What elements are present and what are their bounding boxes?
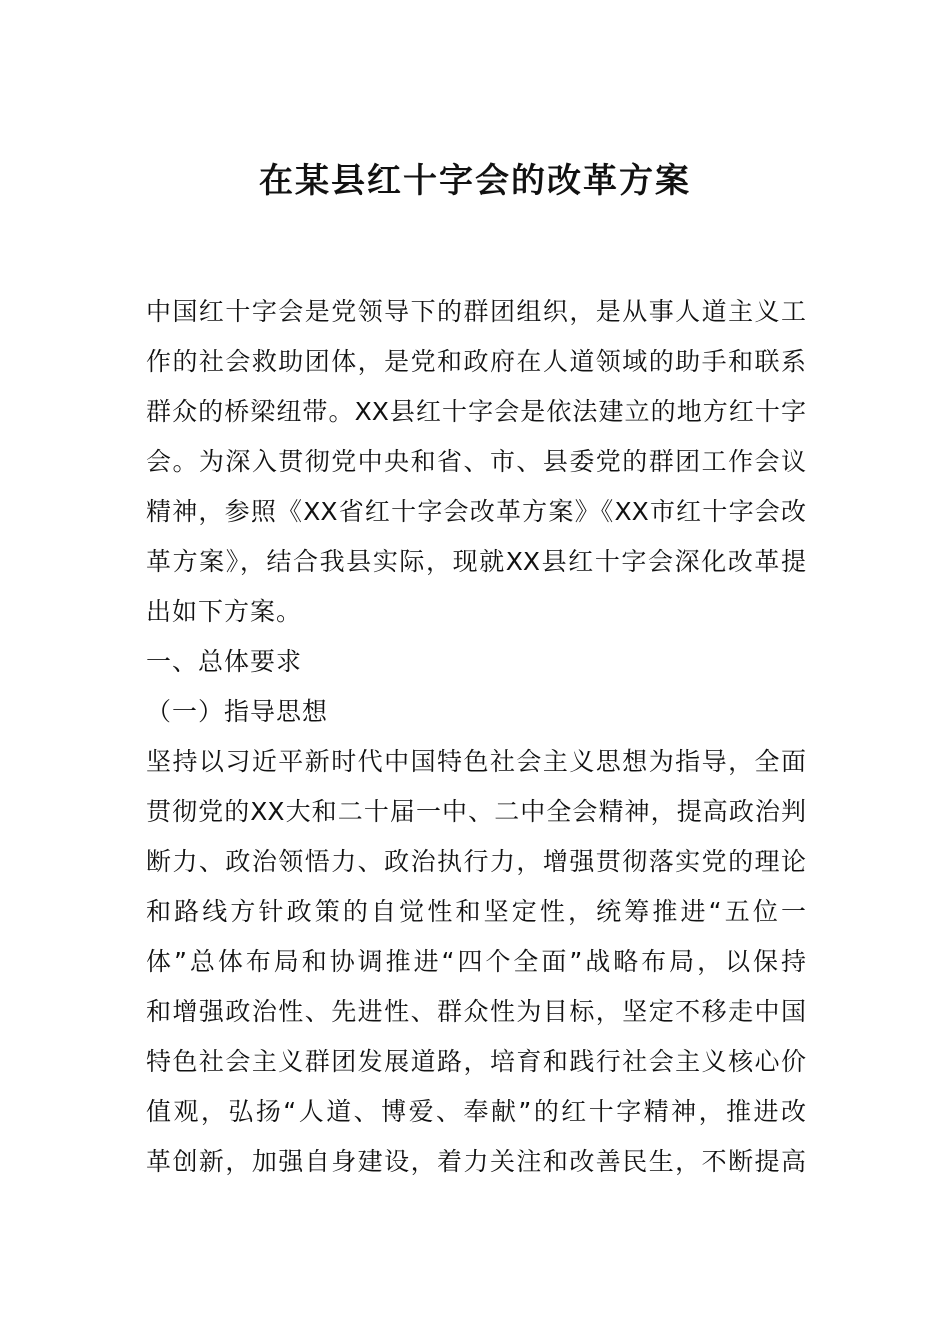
- subsection-heading: （一）指导思想: [146, 697, 329, 726]
- paragraph-line: 坚持以习近平新时代中国特色社会主义思想为指导，全面: [146, 747, 806, 776]
- paragraph-line: 作的社会救助团体，是党和政府在人道领域的助手和联系: [146, 347, 806, 376]
- paragraph-line: 断力、政治领悟力、政治执行力，增强贯彻落实党的理论: [146, 847, 806, 876]
- section-heading: 一、总体要求: [146, 647, 303, 676]
- paragraph-line: 群众的桥梁纽带。XX县红十字会是依法建立的地方红十字: [146, 397, 806, 426]
- paragraph-line: 出如下方案。: [146, 597, 303, 626]
- paragraph-line: 值观，弘扬“人道、博爱、奉献”的红十字精神，推进改: [146, 1097, 806, 1126]
- paragraph-line: 和增强政治性、先进性、群众性为目标，坚定不移走中国: [146, 997, 806, 1026]
- document-body: [146, 287, 806, 1187]
- paragraph-line: 体”总体布局和协调推进“四个全面”战略布局，以保持: [146, 947, 806, 976]
- paragraph-line: 革方案》，结合我县实际，现就XX县红十字会深化改革提: [146, 547, 806, 576]
- paragraph-line: 中国红十字会是党领导下的群团组织，是从事人道主义工: [146, 297, 806, 326]
- paragraph-line: 和路线方针政策的自觉性和坚定性，统筹推进“五位一: [146, 897, 806, 926]
- paragraph-line: 精神，参照《XX省红十字会改革方案》《XX市红十字会改: [146, 497, 806, 526]
- paragraph-line: 会。为深入贯彻党中央和省、市、县委党的群团工作会议: [146, 447, 806, 476]
- document-title: 在某县红十字会的改革方案: [259, 161, 691, 201]
- paragraph-line: 特色社会主义群团发展道路，培育和践行社会主义核心价: [146, 1047, 806, 1076]
- paragraph-line: 贯彻党的XX大和二十届一中、二中全会精神，提高政治判: [146, 797, 806, 826]
- paragraph-line: 革创新，加强自身建设，着力关注和改善民生，不断提高: [146, 1147, 806, 1176]
